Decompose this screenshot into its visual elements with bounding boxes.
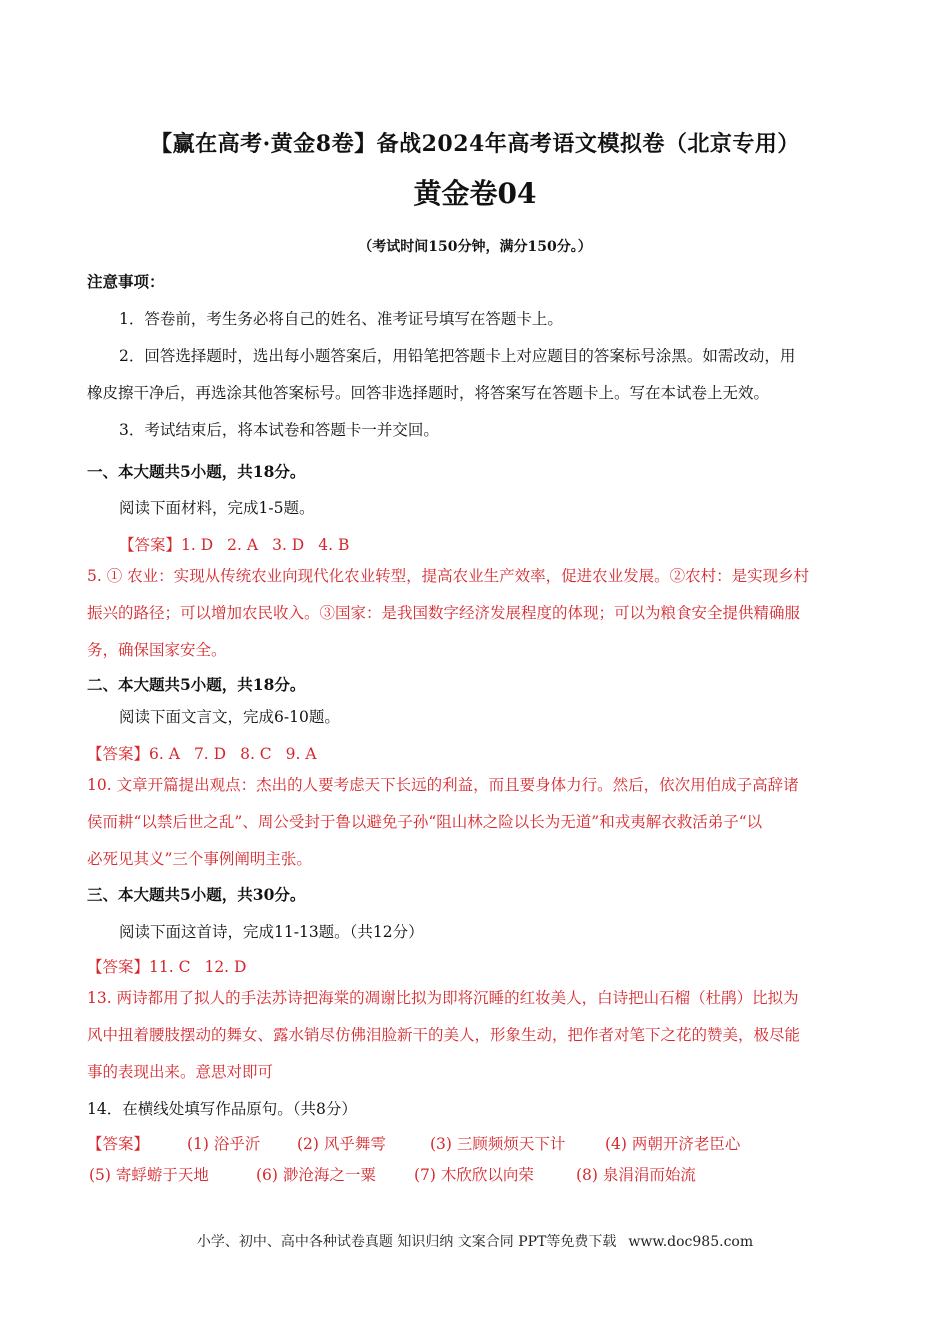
answer-label: 【答案】 bbox=[119, 536, 182, 554]
footer-url[interactable]: www.doc985.com bbox=[628, 1234, 754, 1250]
answer-item: 8. C bbox=[240, 745, 272, 763]
fill-answer: (5) 寄蜉蝣于天地 bbox=[89, 1166, 209, 1184]
q10-answer-line2: 侯而耕“以禁后世之乱”、周公受封于鲁以避免子孙“阻山林之险以长为无道”和戎夷解衣救活弟子“以 bbox=[87, 813, 763, 831]
q13-answer-line3: 事的表现出来。意思对即可 bbox=[87, 1063, 274, 1081]
section3-heading: 三、本大题共5小题，共30分。 bbox=[87, 885, 306, 904]
q5-answer-line3: 务，确保国家安全。 bbox=[87, 641, 227, 659]
q10-answer-line1: 10. 文章开篇提出观点：杰出的人要考虑天下长远的利益，而且要身体力行。然后，依次用伯成子高辞诸 bbox=[87, 776, 799, 794]
q5-answer-line1: 5. ① 农业：实现从传统农业向现代化农业转型，提高农业生产效率，促进农业发展。②农村：是实现乡村 bbox=[87, 567, 810, 585]
fill-answer: (3) 三顾频烦天下计 bbox=[430, 1135, 566, 1153]
notice-item-3: 3．考试结束后，将本试卷和答题卡一并交回。 bbox=[119, 421, 439, 439]
footer-text: 小学、初中、高中各种试卷真题 知识归纳 文案合同 PPT等免费下载 bbox=[196, 1234, 617, 1250]
section3-instruction: 阅读下面这首诗，完成11-13题。（共12分） bbox=[119, 923, 424, 941]
q10-answer-line3: 必死见其义”三个事例阐明主张。 bbox=[87, 850, 312, 868]
q14-answers-row2 bbox=[89, 1164, 696, 1186]
notice-item-1: 1．答卷前，考生务必将自己的姓名、准考证号填写在答题卡上。 bbox=[119, 310, 563, 328]
section2-instruction: 阅读下面文言文，完成6-10题。 bbox=[119, 708, 340, 726]
section2-answers bbox=[87, 743, 331, 765]
exam-time-note: （考试时间150分钟，满分150分。） bbox=[358, 239, 592, 255]
section1-heading: 一、本大题共5小题，共18分。 bbox=[87, 462, 306, 481]
answer-item: 1. D bbox=[181, 536, 214, 554]
fill-answer: (8) 泉涓涓而始流 bbox=[576, 1166, 696, 1184]
q14-prompt: 14．在横线处填写作品原句。（共8分） bbox=[87, 1100, 357, 1118]
section2-heading: 二、本大题共5小题，共18分。 bbox=[87, 675, 306, 694]
page-footer bbox=[0, 1231, 950, 1251]
answer-label: 【答案】 bbox=[87, 1135, 150, 1153]
fill-answer: (2) 风乎舞雩 bbox=[297, 1135, 386, 1153]
notice-heading: 注意事项： bbox=[87, 272, 165, 291]
q14-answers-row1 bbox=[87, 1133, 740, 1155]
q13-answer-line2: 风中扭着腰肢摆动的舞女、露水销尽仿佛泪脸新干的美人，形象生动，把作者对笔下之花的赞美，极尽能 bbox=[87, 1026, 801, 1044]
section1-instruction: 阅读下面材料，完成1-5题。 bbox=[119, 499, 315, 517]
answer-item: 12. D bbox=[204, 958, 247, 976]
fill-answer: (7) 木欣欣以向荣 bbox=[414, 1166, 534, 1184]
answer-item: 2. A bbox=[227, 536, 259, 554]
page-title: 【赢在高考·黄金8卷】备战2024年高考语文模拟卷（北京专用） bbox=[150, 131, 800, 157]
fill-answer: (4) 两朝开济老臣心 bbox=[605, 1135, 741, 1153]
notice-item-2-line2: 橡皮擦干净后，再选涂其他答案标号。回答非选择题时，将答案写在答题卡上。写在本试卷上无效。 bbox=[87, 384, 770, 402]
q5-answer-line2: 振兴的路径；可以增加农民收入。③国家：是我国数字经济发展程度的体现；可以为粮食安全提供精确服 bbox=[87, 604, 801, 622]
answer-label: 【答案】 bbox=[87, 745, 150, 763]
answer-item: 11. C bbox=[149, 958, 191, 976]
q13-answer-line1: 13. 两诗都用了拟人的手法苏诗把海棠的凋谢比拟为即将沉睡的红妆美人，白诗把山石榴（杜鹃）比拟为 bbox=[87, 989, 799, 1007]
section3-answers bbox=[87, 956, 260, 978]
answer-item: 9. A bbox=[285, 745, 317, 763]
paper-subtitle: 黄金卷04 bbox=[413, 177, 537, 210]
fill-answer: (6) 渺沧海之一粟 bbox=[256, 1166, 376, 1184]
notice-item-2-line1: 2．回答选择题时，选出每小题答案后，用铅笔把答题卡上对应题目的答案标号涂黑。如需改动，用 bbox=[119, 347, 796, 365]
answer-item: 7. D bbox=[193, 745, 227, 763]
section1-answers bbox=[119, 534, 363, 556]
answer-item: 6. A bbox=[149, 745, 180, 763]
fill-answer: (1) 浴乎沂 bbox=[187, 1135, 261, 1153]
answer-label: 【答案】 bbox=[87, 958, 150, 976]
answer-item: 4. B bbox=[318, 536, 350, 554]
answer-item: 3. D bbox=[272, 536, 305, 554]
